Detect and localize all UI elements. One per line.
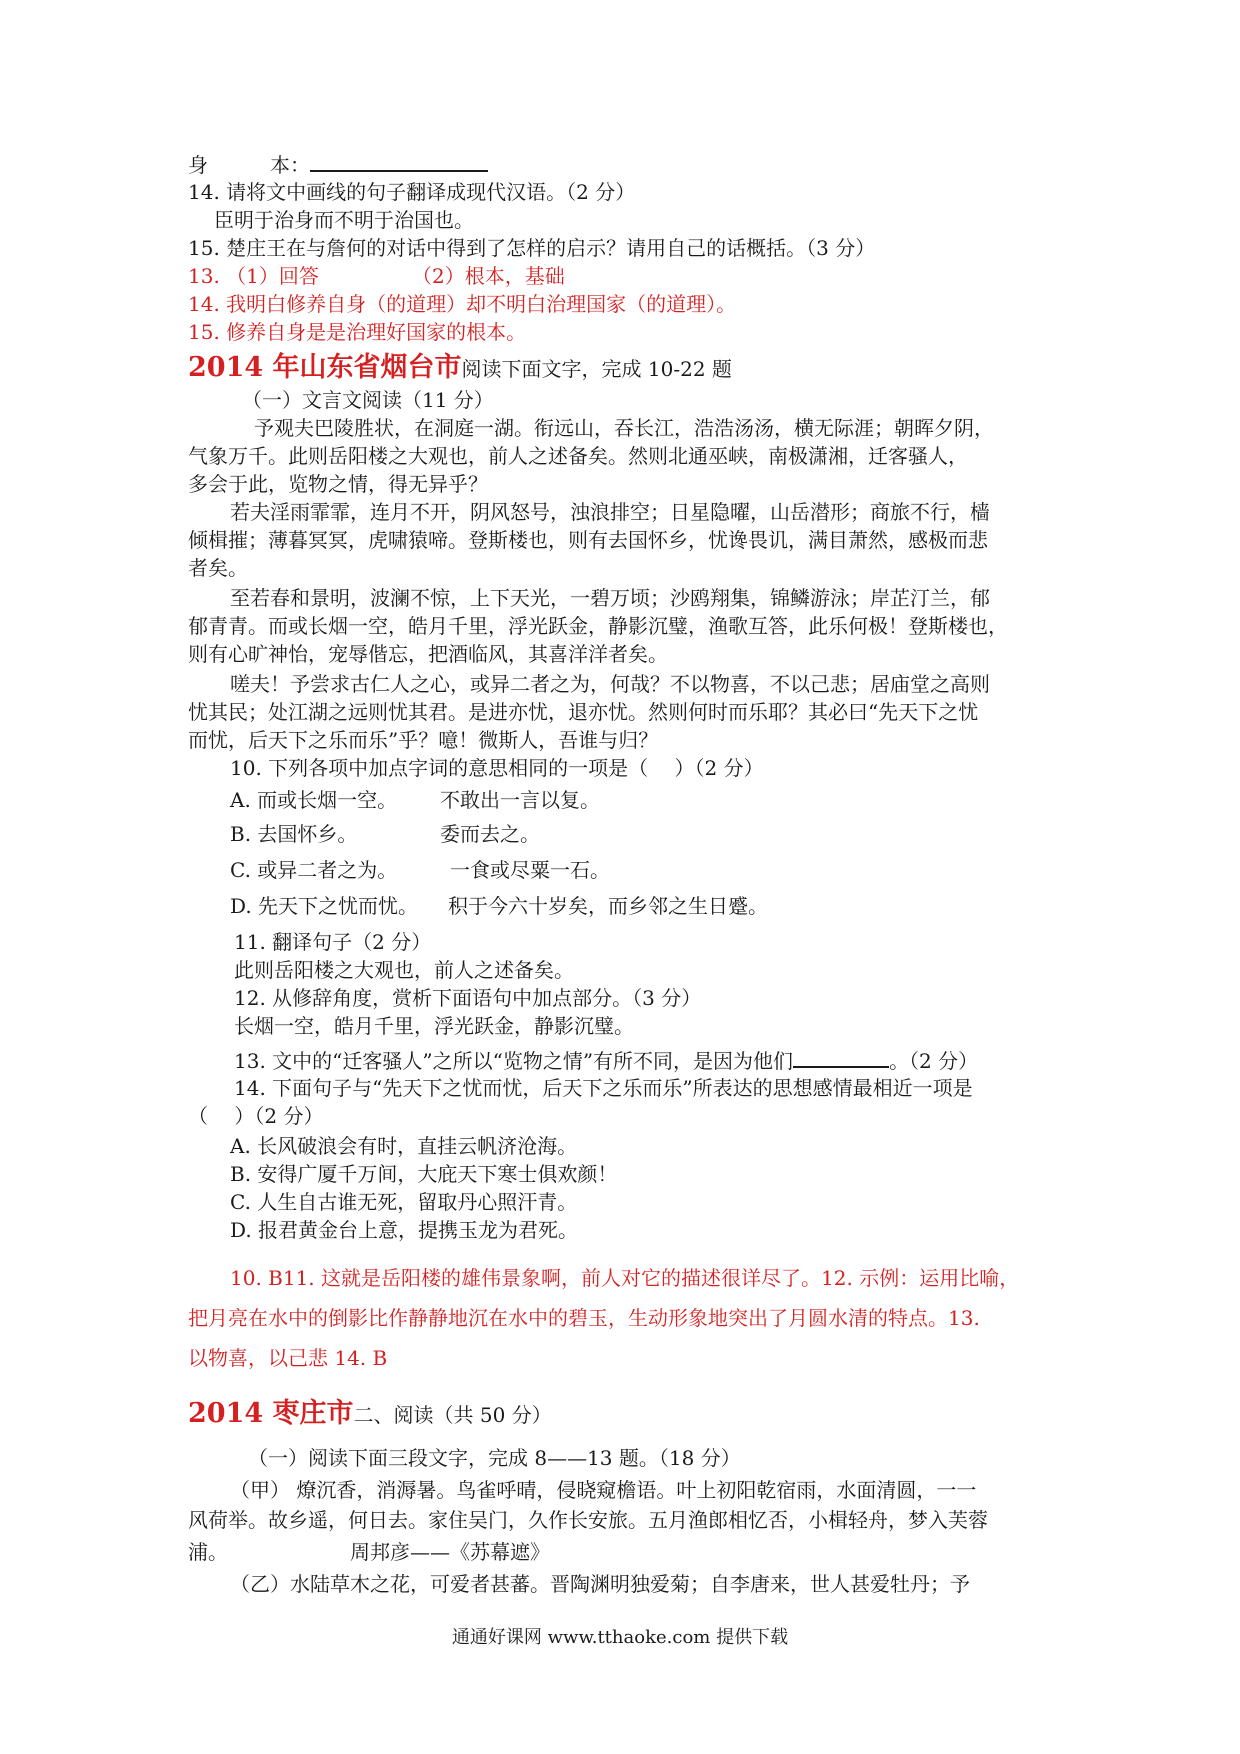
answer-blank[interactable]	[310, 150, 488, 172]
answer-15: 15. 修养自身是是治理好国家的根本。	[188, 320, 527, 344]
option-a-right: 不敢出一言以复。	[440, 788, 600, 812]
question-11: 11. 翻译句子（2 分）	[234, 930, 432, 954]
option-b: B. 安得广厦千万间，大庇天下寒士俱欢颜！	[230, 1162, 618, 1186]
passage-line: 而忧，后天下之乐而乐”乎？噫！微斯人，吾谁与归？	[188, 728, 659, 752]
question-11-sentence: 此则岳阳楼之大观也，前人之述备矣。	[234, 958, 574, 982]
question-12-sentence: 长烟一空，皓月千里，浮光跃金，静影沉璧。	[234, 1014, 634, 1038]
passage-line: 则有心旷神怡，宠辱偕忘，把酒临风，其喜洋洋者矣。	[188, 642, 668, 666]
passage-line: 至若春和景明，波澜不惊，上下天光，一碧万顷；沙鸥翔集，锦鳞游泳；岸芷汀兰，郁	[230, 586, 990, 610]
option-d: D. 报君黄金台上意，提携玉龙为君死。	[230, 1218, 579, 1242]
passage-line: 予观夫巴陵胜状，在洞庭一湖。衔远山，吞长江，浩浩汤汤，横无际涯；朝晖夕阴，	[254, 416, 994, 440]
answer-13-2: （2）根本，基础	[412, 264, 565, 288]
passage-jia-author: 周邦彦——《苏幕遮》	[350, 1540, 550, 1564]
subsection-title: （一）阅读下面三段文字，完成 8——13 题。（18 分）	[248, 1446, 741, 1470]
question-10: 10. 下列各项中加点字词的意思相同的一项是（ ）（2 分）	[230, 756, 764, 780]
question-14b: 14. 下面句子与“先天下之忧而忧，后天下之乐而乐”所表达的思想感情最相近一项是	[234, 1076, 973, 1100]
answer-blank[interactable]	[793, 1046, 889, 1068]
question-13: 13. 文中的“迁客骚人”之所以“览物之情”有所不同，是因为他们 。（2 分）	[234, 1046, 978, 1075]
answer-13-1: 13. （1）回答	[188, 264, 319, 288]
answers-line: 以物喜，以己悲 14. B	[188, 1346, 388, 1370]
passage-line: 倾楫摧；薄暮冥冥，虎啸猿啼。登斯楼也，则有去国怀乡，忧谗畏讥，满目萧然，感极而悲	[188, 528, 988, 552]
option-c: C. 人生自古谁无死，留取丹心照汗青。	[230, 1190, 578, 1214]
passage-jia: （甲） 燎沉香，消溽暑。鸟雀呼晴，侵晓窥檐语。叶上初阳乾宿雨，水面清圆，一一	[230, 1478, 977, 1502]
passage-line: 忧其民；处江湖之远则忧其君。是进亦忧，退亦忧。然则何时而乐耶？其必曰“先天下之忧	[188, 700, 979, 724]
answers-line: 10. B11. 这就是岳阳楼的雄伟景象啊，前人对它的描述很详尽了。12. 示例：运用比喻，	[230, 1266, 1020, 1290]
option-a-left: A. 而或长烟一空。	[230, 788, 398, 812]
option-a: A. 长风破浪会有时，直挂云帆济沧海。	[230, 1134, 578, 1158]
passage-yi: （乙）水陆草木之花，可爱者甚蕃。晋陶渊明独爱菊；自李唐来，世人甚爱牡丹；予	[230, 1572, 970, 1596]
option-c-right: 一食或尽粟一石。	[450, 858, 610, 882]
question-15: 15. 楚庄王在与詹何的对话中得到了怎样的启示？请用自己的话概括。（3 分）	[188, 236, 876, 260]
passage-line: 嗟夫！予尝求古仁人之心，或异二者之为，何哉？不以物喜，不以己悲；居庙堂之高则	[230, 672, 990, 696]
passage-line: 郁青青。而或长烟一空，皓月千里，浮光跃金，静影沉璧，渔歌互答，此乐何极！登斯楼也，	[188, 614, 1008, 638]
option-b-right: 委而去之。	[440, 822, 540, 846]
answers-line: 把月亮在水中的倒影比作静静地沉在水中的碧玉，生动形象地突出了月圆水清的特点。13.	[188, 1306, 980, 1330]
passage-line: 者矣。	[188, 556, 248, 580]
passage-line: 若夫淫雨霏霏，连月不开，阴风怒号，浊浪排空；日星隐曜，山岳潜形；商旅不行，樯	[230, 500, 990, 524]
option-c-left: C. 或异二者之为。	[230, 858, 398, 882]
question-14b-bracket: （ ）（2 分）	[188, 1104, 324, 1128]
passage-line: 多会于此，览物之情，得无异乎？	[188, 472, 488, 496]
option-d-right: 积于今六十岁矣，而乡邻之生日蹙。	[448, 894, 768, 918]
section-heading-yantai: 2014 年山东省烟台市阅读下面文字，完成 10-22 题	[188, 352, 732, 383]
passage-jia-end: 浦。	[188, 1540, 228, 1564]
option-d-left: D. 先天下之忧而忧。	[230, 894, 419, 918]
passage-jia: 风荷举。故乡遥，何日去。家住吴门，久作长安旅。五月渔郎相忆否，小楫轻舟，梦入芙蓉	[188, 1508, 988, 1532]
shen-ben-line: 身 本：	[188, 150, 488, 179]
passage-line: 气象万千。此则岳阳楼之大观也，前人之述备矣。然则北通巫峡，南极潇湘，迁客骚人，	[188, 444, 968, 468]
section-heading-zaozhuang: 2014 枣庄市二、阅读（共 50 分）	[188, 1398, 552, 1429]
option-b-left: B. 去国怀乡。	[230, 822, 358, 846]
answer-14: 14. 我明白修养自身（的道理）却不明白治理国家（的道理）。	[188, 292, 737, 316]
question-12: 12. 从修辞角度，赏析下面语句中加点部分。（3 分）	[234, 986, 702, 1010]
question-14: 14. 请将文中画线的句子翻译成现代汉语。（2 分）	[188, 180, 636, 204]
subsection-title: （一）文言文阅读（11 分）	[242, 388, 494, 412]
page-footer: 通通好课网 www.tthaoke.com 提供下载	[451, 1627, 789, 1648]
question-14-sentence: 臣明于治身而不明于治国也。	[214, 208, 474, 232]
